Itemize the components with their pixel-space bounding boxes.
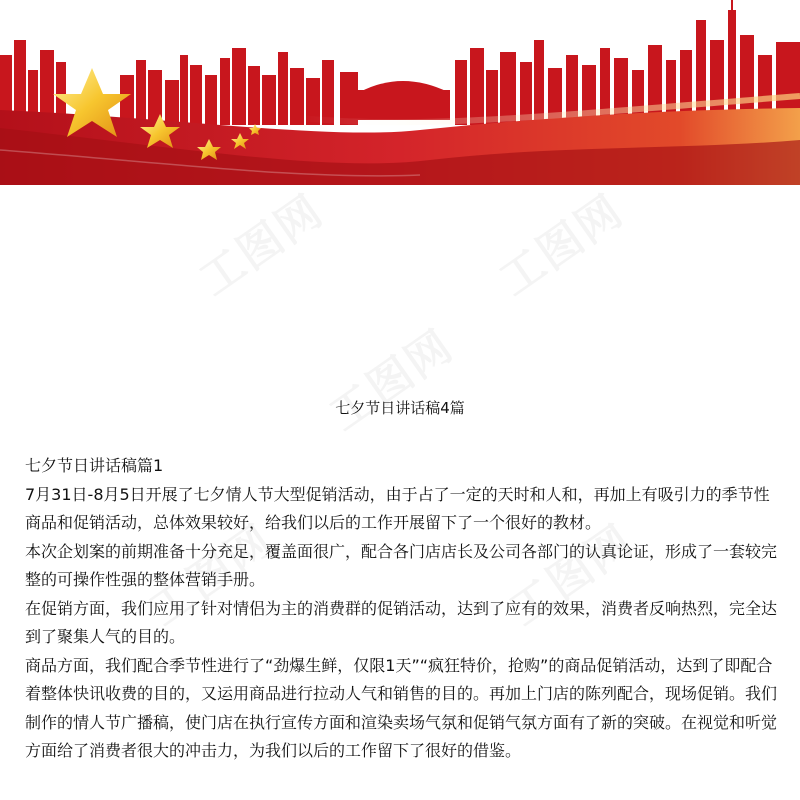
header-banner <box>0 0 800 185</box>
watermark <box>314 311 464 443</box>
watermark <box>484 176 634 308</box>
paragraph: 在促销方面，我们应用了针对情侣为主的消费群的促销活动，达到了应有的效果，消费者反响热烈，完全达到了聚集人气的目的。 <box>25 598 778 646</box>
city-skyline-illustration <box>0 0 800 185</box>
paragraph: 本次企划案的前期准备十分充足，覆盖面很广，配合各门店店长及公司各部门的认真论证，形成了一套较完整的可操作性强的整体营销手册。 <box>25 541 778 589</box>
watermark <box>184 176 334 308</box>
document-title: 七夕节日讲话稿4篇 <box>335 399 465 417</box>
paragraph: 7月31日-8月5日开展了七夕情人节大型促销活动，由于占了一定的天时和人和，再加上有吸引力的季节性商品和促销活动，总体效果较好，给我们以后的工作开展留下了一个很好的教材。 <box>25 484 770 532</box>
paragraph: 商品方面，我们配合季节性进行了“劲爆生鲜，仅限1天”“疯狂特价，抢购”的商品促销活动，达到了即配合着整体快讯收费的目的，又运用商品进行拉动人气和销售的目的。再加上门店的陈列配合，现场促销。我们制作的情人节广播稿，使门店在执行宣传方面和渲染卖场气氛和促销气氛方面有了新的突破。在视觉和听觉方面给了消费者很大的冲击力，为我们以后的工作留下了很好的借鉴。 <box>25 655 778 760</box>
section-heading: 七夕节日讲话稿篇1 <box>25 456 164 475</box>
document-body <box>25 452 785 766</box>
